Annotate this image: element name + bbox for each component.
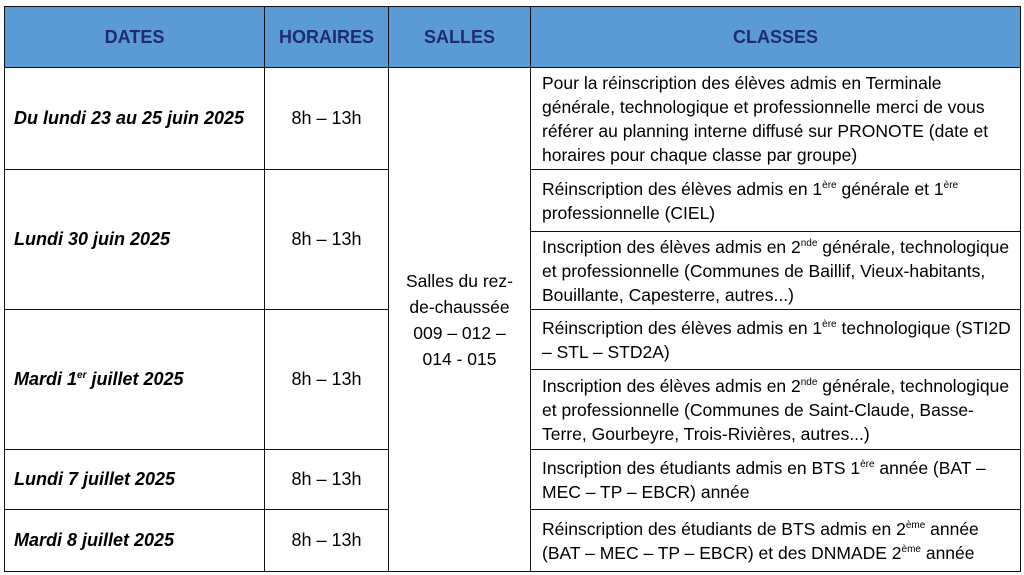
rooms-line: Salles du rez- xyxy=(406,270,513,291)
hours-cell: 8h – 13h xyxy=(265,450,389,510)
hours-cell: 8h – 13h xyxy=(265,510,389,572)
class-cell: Inscription des élèves admis en 2nde générale, technologique et professionnelle (Communes de Baillif, Vieux-habitants, Bouillante, Capesterre, autres...) xyxy=(531,232,1021,310)
rooms-line: 009 – 012 – xyxy=(413,322,506,343)
class-cell: Inscription des étudiants admis en BTS 1ère année (BAT – MEC – TP – EBCR) année xyxy=(531,450,1021,510)
class-cell: Pour la réinscription des élèves admis en Terminale générale, technologique et professionnelle merci de vous référer au planning interne diffusé sur PRONOTE (date et horaires pour chaque classe par groupe) xyxy=(531,68,1021,170)
header-dates: DATES xyxy=(5,7,265,68)
class-cell: Réinscription des élèves admis en 1ère technologique (STI2D – STL – STD2A) xyxy=(531,310,1021,370)
header-row xyxy=(5,7,1021,68)
class-cell: Réinscription des étudiants de BTS admis en 2ème année (BAT – MEC – TP – EBCR) et des DNMADE 2ème année xyxy=(531,510,1021,572)
hours-cell: 8h – 13h xyxy=(265,310,389,450)
rooms-line: 014 - 015 xyxy=(422,348,497,369)
table-row xyxy=(5,68,1021,170)
class-cell: Réinscription des élèves admis en 1ère générale et 1ère professionnelle (CIEL) xyxy=(531,170,1021,232)
hours-cell: 8h – 13h xyxy=(265,68,389,170)
hours-cell: 8h – 13h xyxy=(265,170,389,310)
header-horaires: HORAIRES xyxy=(265,7,389,68)
rooms-line: de-chaussée xyxy=(409,296,510,317)
rooms-cell xyxy=(389,68,531,572)
schedule-table xyxy=(4,6,1021,572)
date-cell: Mardi 1er juillet 2025 xyxy=(5,310,265,450)
date-cell: Du lundi 23 au 25 juin 2025 xyxy=(5,68,265,170)
date-cell: Lundi 7 juillet 2025 xyxy=(5,450,265,510)
header-salles: SALLES xyxy=(389,7,531,68)
class-cell: Inscription des élèves admis en 2nde générale, technologique et professionnelle (Communes de Saint-Claude, Basse-Terre, Gourbeyre, Trois-Rivières, autres...) xyxy=(531,370,1021,450)
header-classes: CLASSES xyxy=(531,7,1021,68)
date-cell: Lundi 30 juin 2025 xyxy=(5,170,265,310)
date-cell: Mardi 8 juillet 2025 xyxy=(5,510,265,572)
